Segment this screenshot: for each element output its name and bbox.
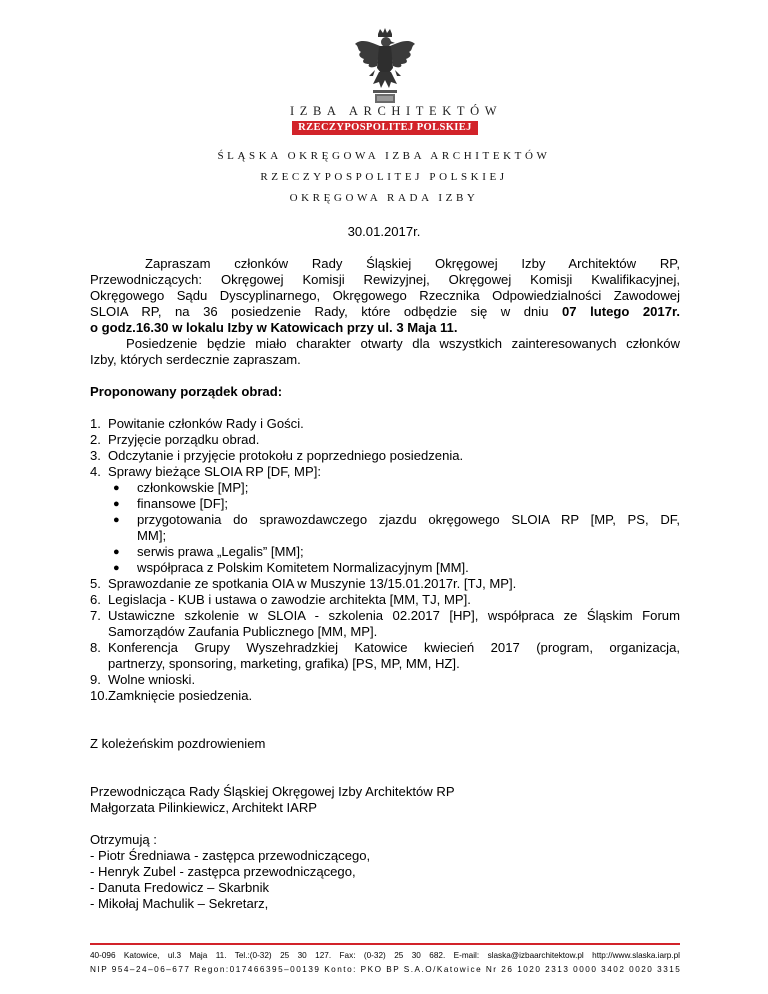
agenda-item (108, 608, 680, 640)
invitation-line (90, 304, 680, 320)
invitation-line: Zapraszam członków Rady Śląskiej Okręgowej Izby Architektów RP, (145, 256, 680, 271)
bullet-icon: ● (113, 562, 120, 574)
invitation-line (90, 320, 680, 336)
recipients-title: Otrzymują : (90, 832, 157, 847)
agenda-number: 4. (90, 464, 101, 479)
bullet-icon: ● (113, 498, 120, 510)
agenda-number: 5. (90, 576, 101, 591)
agenda-item (108, 640, 680, 672)
agenda-number: 9. (90, 672, 101, 687)
footer-contact (90, 950, 680, 961)
agenda-item-line: Samorządów Zaufania Publicznego [MM, MP]. (108, 624, 378, 639)
open-session-paragraph (90, 336, 680, 368)
recipient-item: - Piotr Średniawa - zastępca przewodniczącego, (90, 848, 371, 863)
header-line-1: ŚLĄSKA OKRĘGOWA IZBA ARCHITEKTÓW (217, 150, 551, 162)
agenda-number: 7. (90, 608, 101, 623)
agenda-subitem (137, 512, 680, 544)
header-line-3: OKRĘGOWA RADA IZBY (289, 192, 479, 204)
header-line-2: RZECZYPOSPOLITEJ POLSKIEJ (260, 171, 508, 183)
agenda-subitem-line: przygotowania do sprawozdawczego zjazdu okręgowego SLOIA RP [MP, PS, DF, (137, 512, 680, 527)
bullet-icon: ● (113, 546, 120, 558)
recipient-item: - Henryk Zubel - zastępca przewodniczącego, (90, 864, 356, 879)
agenda-item: Zamknięcie posiedzenia. (108, 688, 253, 703)
closing-greeting: Z koleżeńskim pozdrowieniem (90, 736, 266, 751)
agenda-number: 2. (90, 432, 101, 447)
invitation-text: SLOIA RP, na 36 posiedzenie Rady, które odbędzie się w dniu (90, 304, 549, 319)
open-session-line: Izby, których serdecznie zapraszam. (90, 352, 301, 367)
meeting-time-place: o godz.16.30 w lokalu Izby w Katowicach przy ul. 3 Maja 11. (90, 320, 458, 335)
agenda-item-line: Konferencja Grupy Wyszehradzkiej Katowice kwiecień 2017 (program, organizacja, (108, 640, 680, 655)
agenda-number: 3. (90, 448, 101, 463)
agenda-item: Legislacja - KUB i ustawa o zawodzie architekta [MM, TJ, MP]. (108, 592, 471, 607)
agenda-item: Wolne wnioski. (108, 672, 196, 687)
agenda-subitem-line: MM]; (137, 528, 167, 543)
recipient-item: - Mikołaj Machulik – Sekretarz, (90, 896, 269, 911)
agenda-subitem: współpraca z Polskim Komitetem Normalizacyjnym [MM]. (137, 560, 469, 575)
agenda-item: Odczytanie i przyjęcie protokołu z poprzedniego posiedzenia. (108, 448, 464, 463)
signature-title: Przewodnicząca Rady Śląskiej Okręgowej Izby Architektów RP (90, 784, 455, 799)
signature-name: Małgorzata Pilinkiewicz, Architekt IARP (90, 800, 318, 815)
agenda-subitem: członkowskie [MP]; (137, 480, 249, 495)
agenda-number: 1. (90, 416, 101, 431)
invitation-line: Okręgowego Sądu Dyscyplinarnego, Okręgowego Rzecznika Odpowiedzialności Zawodowej (90, 288, 680, 303)
agenda-number: 8. (90, 640, 101, 655)
footer-contact-text: 40-096 Katowice, ul.3 Maja 11. Tel.:(0-32) 25 30 127. Fax: (0-32) 25 30 682. E-mail: slaska@izbaarchitektow.pl http://www.slaska.iarp.pl (90, 951, 680, 960)
logo-red-band: RZECZYPOSPOLITEJ POLSKIEJ (292, 121, 478, 135)
logo-line-1: IZBA ARCHITEKTÓW (290, 104, 503, 118)
agenda-item-line: Ustawiczne szkolenie w SLOIA - szkolenia 02.2017 [HP], współpraca ze Śląskim Forum (108, 608, 680, 623)
invitation-paragraph (90, 256, 680, 336)
agenda-number: 10. (90, 688, 109, 703)
izba-logo (290, 28, 503, 136)
agenda-title: Proponowany porządek obrad: (90, 384, 283, 399)
invitation-line: Przewodniczących: Okręgowej Komisji Rewizyjnej, Okręgowej Komisji Kwalifikacyjnej, (90, 272, 680, 287)
agenda-item: Przyjęcie porządku obrad. (108, 432, 260, 447)
footer-divider (90, 943, 680, 945)
agenda-item: Sprawozdanie ze spotkania OIA w Muszynie 13/15.01.2017r. [TJ, MP]. (108, 576, 517, 591)
bullet-icon: ● (113, 514, 120, 526)
agenda-subitem: serwis prawa „Legalis” [MM]; (137, 544, 304, 559)
open-session-line: Posiedzenie będzie miało charakter otwarty dla wszystkich zainteresowanych członków (126, 336, 680, 351)
eagle-emblem-icon (353, 28, 417, 106)
bullet-icon: ● (113, 482, 120, 494)
agenda-subitem: finansowe [DF]; (137, 496, 228, 511)
agenda-item: Powitanie członków Rady i Gości. (108, 416, 304, 431)
agenda-item-line: partnerzy, sponsoring, marketing, grafika) [PS, MP, MM, HZ]. (108, 656, 460, 671)
agenda-item: Sprawy bieżące SLOIA RP [DF, MP]: (108, 464, 321, 479)
agenda-number: 6. (90, 592, 101, 607)
footer-bank-text: NIP 954–24–06–677 Regon:017466395–00139 Konto: PKO BP S.A.O/Katowice Nr 26 1020 2313 0000 3402 0020 3315 (90, 965, 682, 974)
meeting-date: 07 lutego 2017r. (562, 304, 681, 319)
document-date: 30.01.2017r. (347, 224, 421, 239)
footer-bank (90, 964, 680, 975)
recipient-item: - Danuta Fredowicz – Skarbnik (90, 880, 270, 895)
